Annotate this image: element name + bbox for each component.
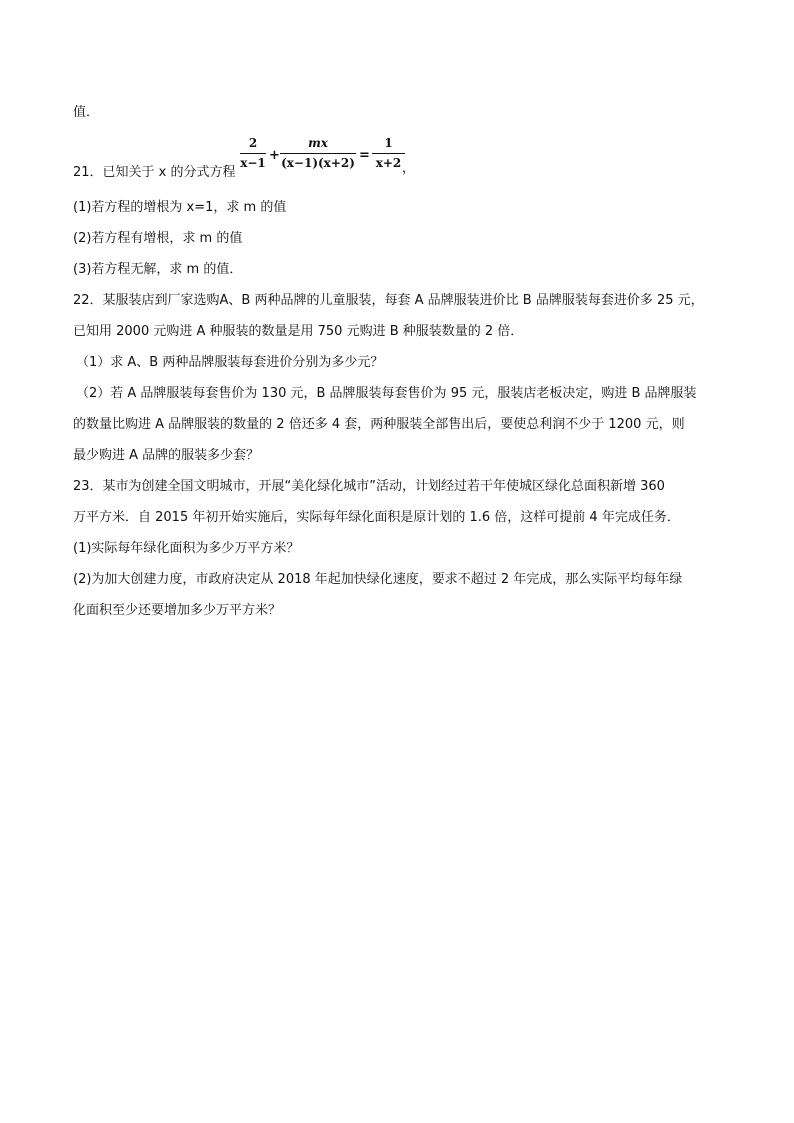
- q21-comma: ，: [402, 161, 416, 176]
- fraction-2: [280, 136, 356, 171]
- q22-part-2-line-2: 的数量比购进 A 品牌服装的数量的 2 倍还多 4 套，两种服装全部售出后，要使总利润不少于 1200 元，则: [73, 417, 685, 432]
- q21-part-1: (1)若方程的增根为 x=1，求 m 的值: [73, 200, 287, 215]
- fraction-1-numerator: 2: [248, 136, 258, 150]
- fraction-2-bar: [280, 153, 356, 154]
- q22-line-2: 已知用 2000 元购进 A 种服装的数量是用 750 元购进 B 种服装数量的 2 倍．: [73, 324, 524, 339]
- q22-line-1: 22．某服装店到厂家选购A、B 两种品牌的儿童服装，每套 A 品牌服装进价比 B 品牌服装每套进价多 25 元，: [73, 293, 704, 308]
- q22-part-1: （1）求 A、B 两种品牌服装每套进价分别为多少元？: [76, 355, 384, 370]
- fraction-3-numerator: 1: [384, 136, 393, 150]
- q23-line-2: 万平方米．自 2015 年初开始实施后，实际每年绿化面积是原计划的 1.6 倍，这样可提前 4 年完成任务．: [73, 510, 680, 525]
- fraction-2-numerator: mx: [308, 136, 328, 150]
- fraction-1: [240, 136, 266, 171]
- fraction-3-bar: [372, 153, 405, 154]
- q21-part-3: (3)若方程无解，求 m 的值．: [73, 262, 243, 277]
- fraction-3: [372, 136, 405, 171]
- plus-sign: +: [269, 148, 280, 163]
- q21-intro: 21．已知关于 x 的分式方程: [73, 165, 236, 180]
- q22-part-2-line-1: （2）若 A 品牌服装每套售价为 130 元，B 品牌服装每套售价为 95 元，服装店老板决定，购进 B 品牌服装: [76, 386, 697, 401]
- fraction-2-denominator: (x−1)(x+2): [281, 156, 355, 170]
- fraction-1-bar: [240, 153, 266, 154]
- q23-part-2-line-1: (2)为加大创建力度，市政府决定从 2018 年起加快绿化速度，要求不超过 2 年完成，那么实际平均每年绿: [73, 572, 683, 587]
- text-line-continuation: 值．: [73, 105, 100, 120]
- equals-sign: =: [359, 148, 370, 163]
- q22-part-2-line-3: 最少购进 A 品牌的服装多少套？: [73, 448, 260, 463]
- fraction-1-denominator: x−1: [240, 156, 266, 170]
- q23-part-1: (1)实际每年绿化面积为多少万平方米？: [73, 541, 300, 556]
- q21-part-2: (2)若方程有增根，求 m 的值: [73, 231, 243, 246]
- q23-part-2-line-2: 化面积至少还要增加多少万平方米？: [73, 603, 282, 618]
- fraction-equation: [240, 136, 415, 180]
- q23-line-1: 23．某市为创建全国文明城市，开展“美化绿化城市”活动，计划经过若干年使城区绿化总面积新增 360: [73, 479, 665, 494]
- fraction-3-denominator: x+2: [375, 156, 402, 170]
